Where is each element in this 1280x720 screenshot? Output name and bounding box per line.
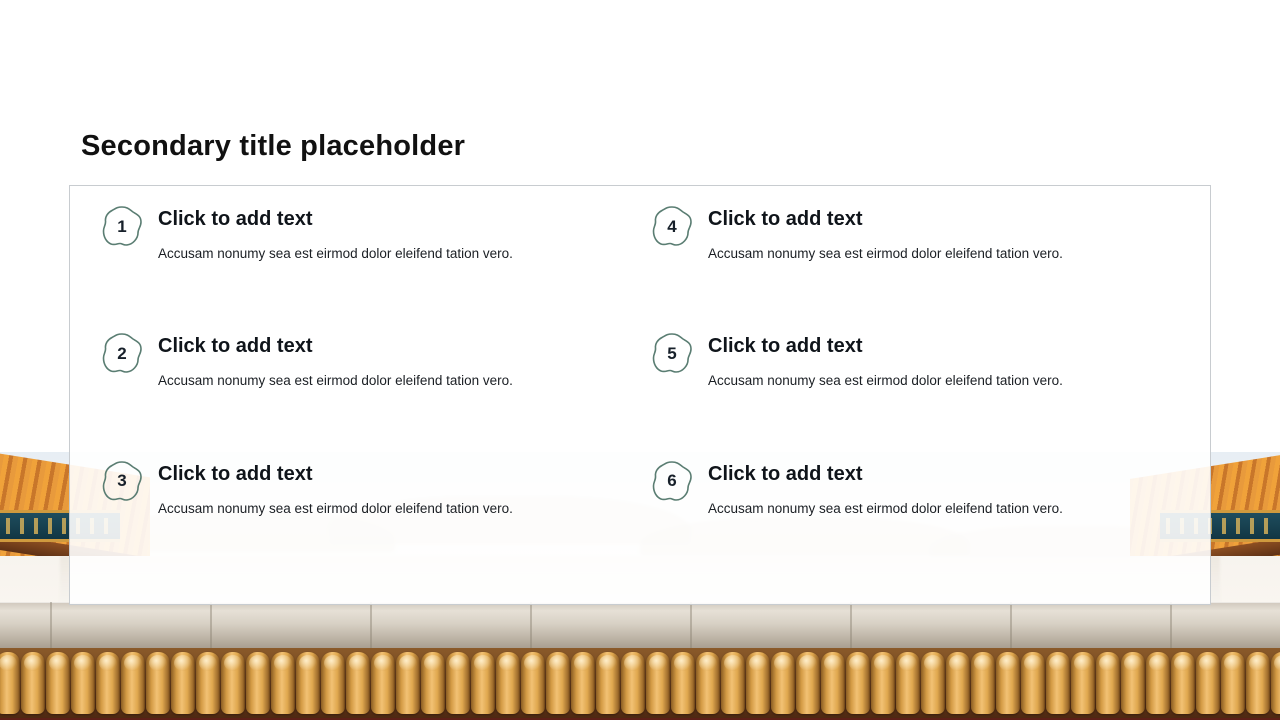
list-item-body: [158, 457, 513, 518]
list-item-description[interactable]: Accusam nonumy sea est eirmod dolor eleifend tation vero.: [158, 373, 513, 389]
roof-tile: [871, 652, 895, 714]
roof-tile: [1146, 652, 1170, 714]
roof-tile: [346, 652, 370, 714]
roof-tile: [921, 652, 945, 714]
roof-tile: [1121, 652, 1145, 714]
content-card: [69, 185, 1211, 605]
stone-cornice: [0, 602, 1280, 650]
roof-tile: [1221, 652, 1245, 714]
cornice-seam: [210, 602, 212, 650]
cornice-seam: [1170, 602, 1172, 650]
list-item-number: 4: [667, 216, 677, 236]
roof-tile: [121, 652, 145, 714]
roof-tile: [771, 652, 795, 714]
roof-tile: [646, 652, 670, 714]
list-item-description[interactable]: Accusam nonumy sea est eirmod dolor eleifend tation vero.: [708, 373, 1063, 389]
list-item-heading[interactable]: Click to add text: [158, 335, 313, 358]
roof-tile: [296, 652, 320, 714]
list-item-number: 5: [667, 343, 677, 363]
roof-tile: [1071, 652, 1095, 714]
roof-tile: [146, 652, 170, 714]
roof-tile: [271, 652, 295, 714]
roof-tile: [821, 652, 845, 714]
list-item-body: [158, 329, 513, 390]
roof-tile: [621, 652, 645, 714]
roof-tile: [1271, 652, 1280, 714]
roof-tile: [596, 652, 620, 714]
list-item-heading[interactable]: Click to add text: [708, 335, 863, 358]
list-item[interactable]: [636, 457, 1186, 584]
number-badge-icon: [650, 204, 694, 248]
page-title: Secondary title placeholder: [81, 130, 466, 162]
roof-tile: [21, 652, 45, 714]
cornice-seam: [690, 602, 692, 650]
roof-tile: [1096, 652, 1120, 714]
roof-tile: [696, 652, 720, 714]
roof-tile: [246, 652, 270, 714]
list-item-number: 2: [117, 343, 127, 363]
list-item-body: [158, 202, 513, 263]
roof-tile: [896, 652, 920, 714]
roof-tile: [946, 652, 970, 714]
list-item[interactable]: [86, 202, 636, 329]
list-item-number: 3: [117, 471, 127, 491]
roof-tile: [746, 652, 770, 714]
roof-tile: [471, 652, 495, 714]
cornice-seam: [850, 602, 852, 650]
list-item-number: 6: [667, 471, 677, 491]
list-item-body: [708, 329, 1063, 390]
roof-tile: [1246, 652, 1270, 714]
roof-tile: [71, 652, 95, 714]
list-item-heading[interactable]: Click to add text: [708, 208, 863, 230]
roof-tile: [846, 652, 870, 714]
list-item[interactable]: [636, 329, 1186, 456]
roof-tile: [221, 652, 245, 714]
roof-tile: [1171, 652, 1195, 714]
number-badge-icon: [650, 459, 694, 503]
roof-tile: [1046, 652, 1070, 714]
cornice-seam: [370, 602, 372, 650]
roof-tile: [196, 652, 220, 714]
roof-tile: [671, 652, 695, 714]
list-item-heading[interactable]: Click to add text: [158, 462, 313, 485]
list-item-description[interactable]: Accusam nonumy sea est eirmod dolor eleifend tation vero.: [708, 246, 1063, 261]
list-item-description[interactable]: Accusam nonumy sea est eirmod dolor eleifend tation vero.: [158, 246, 513, 261]
roof-tile: [1021, 652, 1045, 714]
roof-tile: [371, 652, 395, 714]
roof-tile: [396, 652, 420, 714]
list-item-number: 1: [117, 216, 127, 236]
list-item[interactable]: [86, 457, 636, 584]
roof-tile: [1196, 652, 1220, 714]
roof-tile: [996, 652, 1020, 714]
roof-tile: [446, 652, 470, 714]
list-item-description[interactable]: Accusam nonumy sea est eirmod dolor eleifend tation vero.: [158, 500, 513, 516]
number-badge-icon: [100, 331, 144, 375]
roof-tile: [796, 652, 820, 714]
roof-tile: [521, 652, 545, 714]
list-item[interactable]: [86, 329, 636, 456]
list-item-description[interactable]: Accusam nonumy sea est eirmod dolor eleifend tation vero.: [708, 500, 1063, 516]
cornice-seam: [50, 602, 52, 650]
cornice-seam: [530, 602, 532, 650]
list-item[interactable]: [636, 202, 1186, 329]
list-item-body: [708, 457, 1063, 518]
roof-tile: [171, 652, 195, 714]
roof-tile: [496, 652, 520, 714]
list-item-body: [708, 202, 1063, 263]
list-item-heading[interactable]: Click to add text: [158, 208, 313, 230]
roof-tile: [546, 652, 570, 714]
cornice-seam: [1010, 602, 1012, 650]
roof-tile: [0, 652, 20, 714]
roof-tile: [971, 652, 995, 714]
roof-tile: [421, 652, 445, 714]
roof-tile: [46, 652, 70, 714]
roof-tile: [571, 652, 595, 714]
items-grid: [70, 186, 1210, 604]
number-badge-icon: [100, 204, 144, 248]
foreground-tile-row: [0, 648, 1280, 720]
number-badge-icon: [100, 459, 144, 503]
roof-tile: [96, 652, 120, 714]
roof-tile: [721, 652, 745, 714]
list-item-heading[interactable]: Click to add text: [708, 462, 863, 485]
roof-tile: [321, 652, 345, 714]
number-badge-icon: [650, 331, 694, 375]
